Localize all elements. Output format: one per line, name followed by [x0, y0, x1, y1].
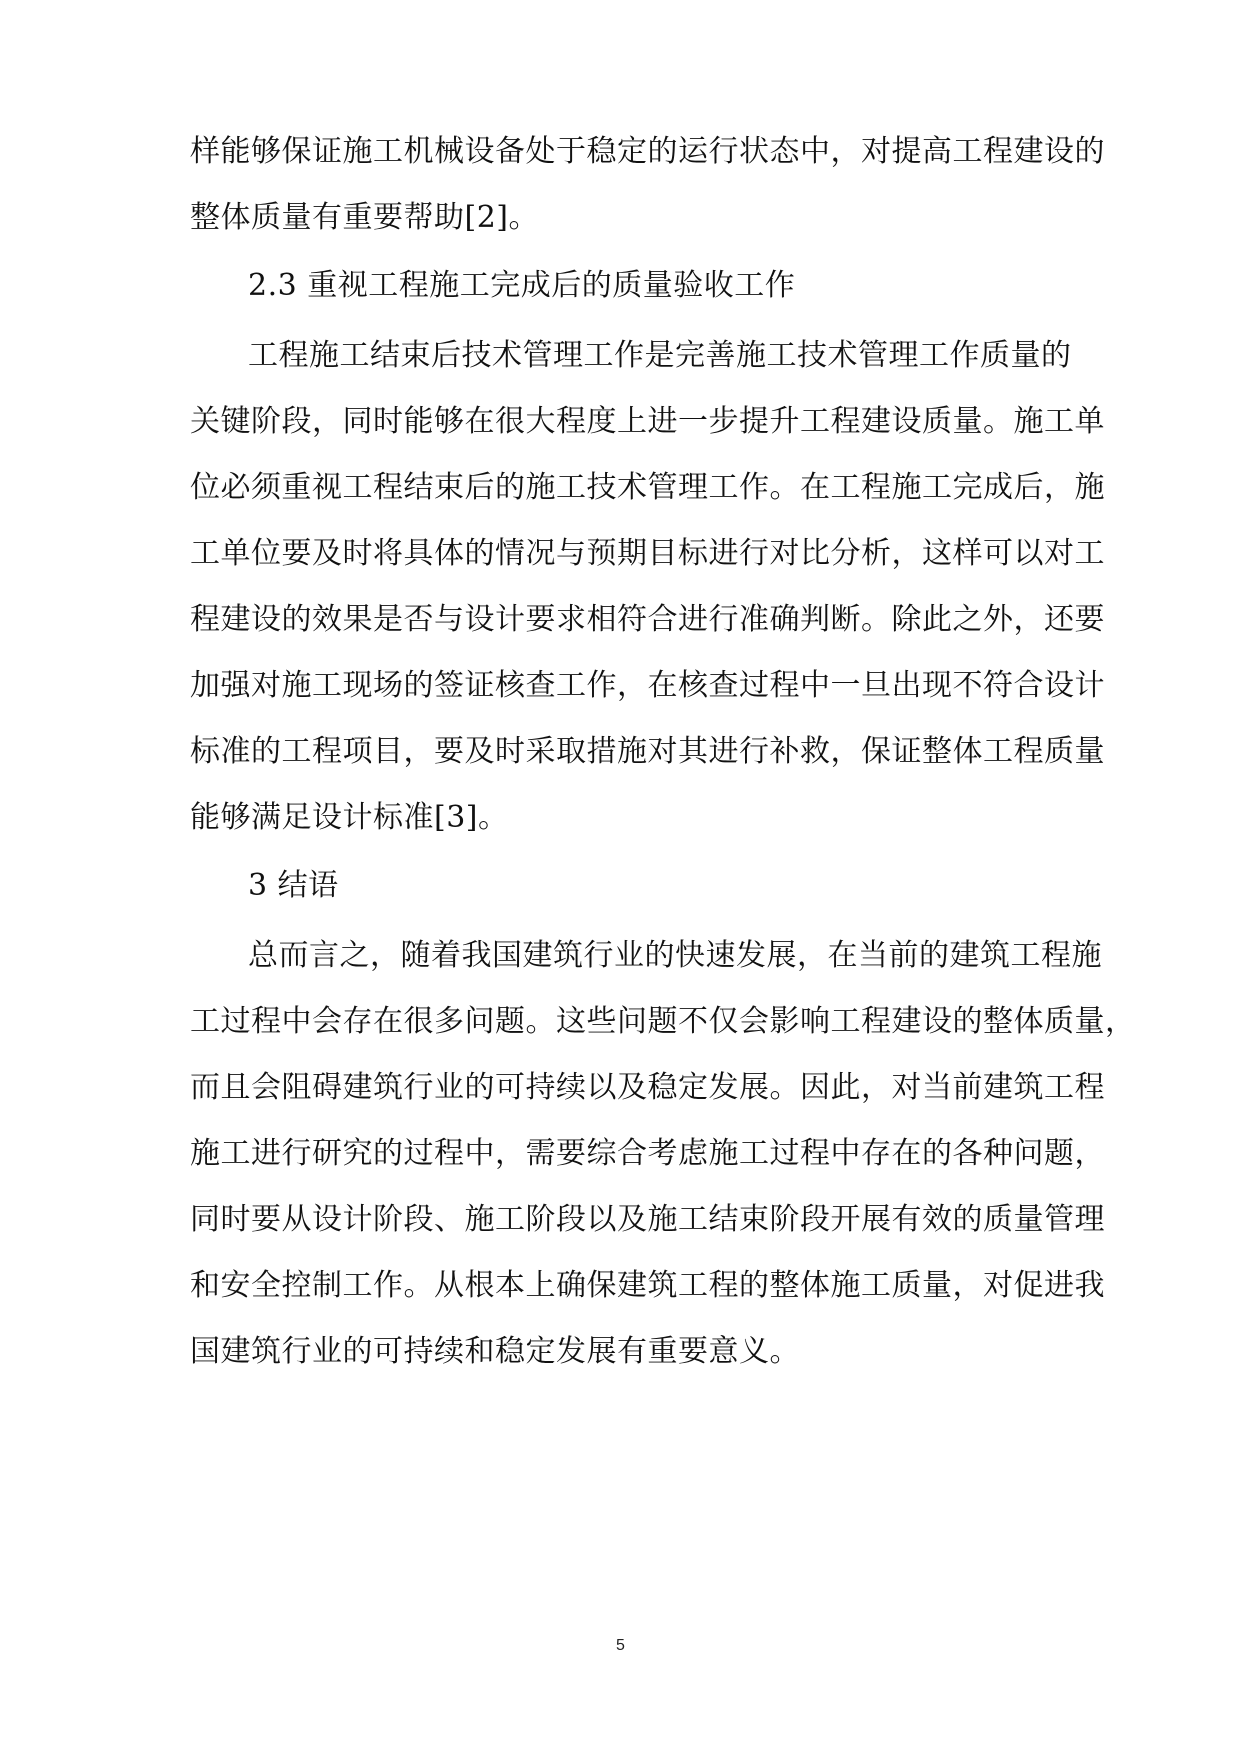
body-text-line: 位必须重视工程结束后的施工技术管理工作。在工程施工完成后，施	[190, 470, 1105, 505]
section-heading: 2.3 重视工程施工完成后的质量验收工作	[248, 268, 796, 303]
body-text-line: 和安全控制工作。从根本上确保建筑工程的整体施工质量，对促进我	[190, 1268, 1105, 1303]
body-text-line: 工单位要及时将具体的情况与预期目标进行对比分析，这样可以对工	[190, 536, 1105, 571]
body-text-line: 而且会阻碍建筑行业的可持续以及稳定发展。因此，对当前建筑工程	[190, 1070, 1105, 1105]
body-text-line: 加强对施工现场的签证核查工作，在核查过程中一旦出现不符合设计	[190, 668, 1105, 703]
body-text-line: 关键阶段，同时能够在很大程度上进一步提升工程建设质量。施工单	[190, 404, 1105, 439]
body-text-line: 样能够保证施工机械设备处于稳定的运行状态中，对提高工程建设的	[190, 134, 1105, 169]
body-text-line: 程建设的效果是否与设计要求相符合进行准确判断。除此之外，还要	[190, 602, 1105, 637]
body-text-line: 整体质量有重要帮助[2]。	[190, 200, 539, 235]
body-text-line: 施工进行研究的过程中，需要综合考虑施工过程中存在的各种问题，	[190, 1136, 1105, 1171]
body-text-line: 工程施工结束后技术管理工作是完善施工技术管理工作质量的	[248, 338, 1072, 373]
body-text-line: 工过程中会存在很多问题。这些问题不仅会影响工程建设的整体质量，	[190, 1004, 1136, 1039]
body-text-line: 国建筑行业的可持续和稳定发展有重要意义。	[190, 1334, 800, 1369]
body-text-line: 标准的工程项目，要及时采取措施对其进行补救，保证整体工程质量	[190, 734, 1105, 769]
body-text-line: 能够满足设计标准[3]。	[190, 800, 509, 835]
body-text-line: 总而言之，随着我国建筑行业的快速发展，在当前的建筑工程施	[248, 938, 1102, 973]
page-number: 5	[616, 1637, 625, 1654]
body-text-line: 同时要从设计阶段、施工阶段以及施工结束阶段开展有效的质量管理	[190, 1202, 1105, 1237]
section-heading: 3 结语	[248, 868, 339, 903]
